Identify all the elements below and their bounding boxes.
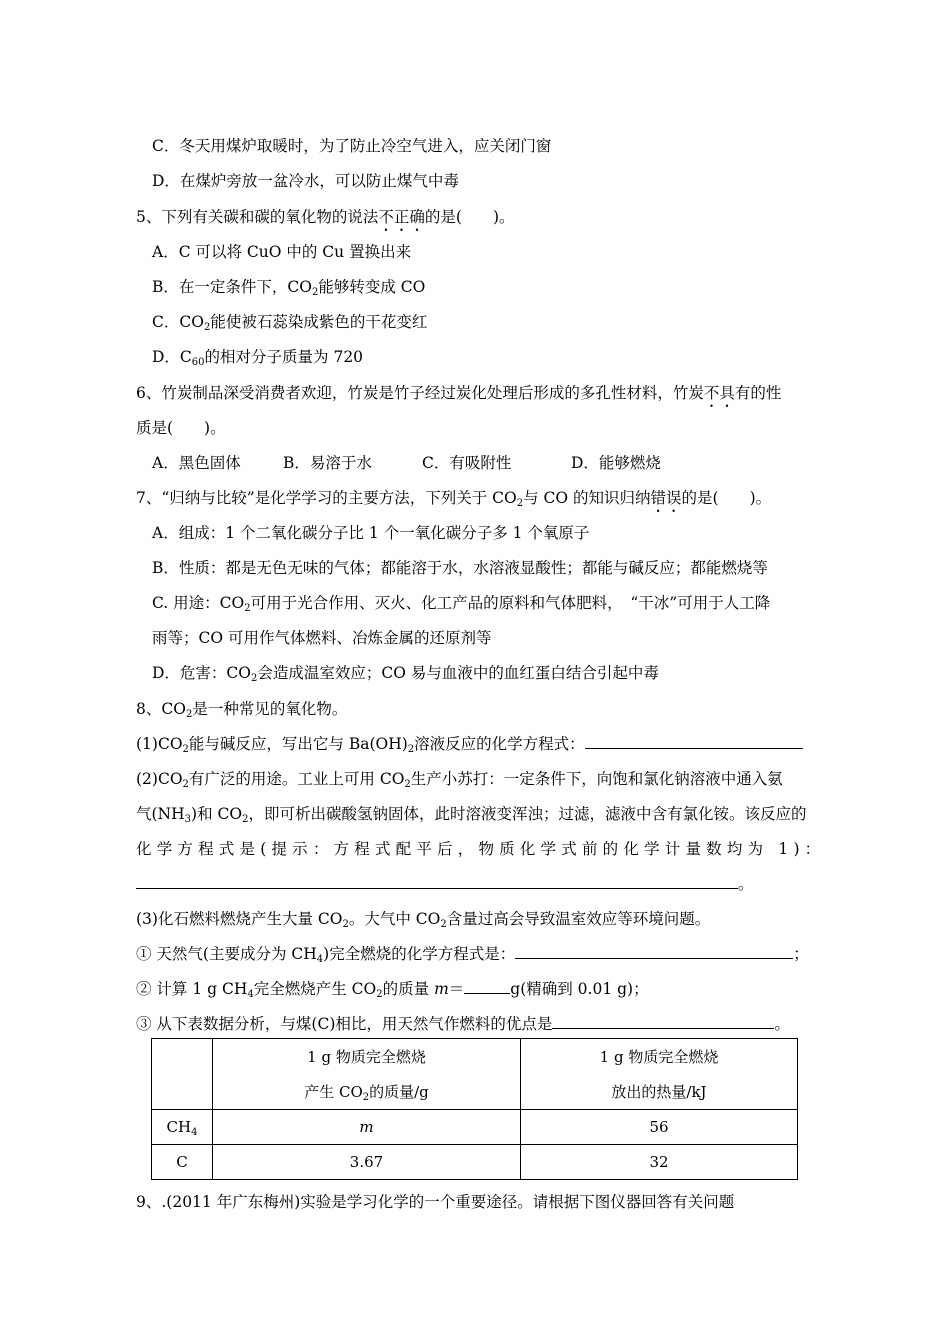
q8-part2-line3: 化学方程式是(提示：方程式配平后，物质化学式前的化学计量数均为 1)： — [136, 840, 826, 858]
q8-part2-answer-blank[interactable] — [136, 874, 738, 889]
table-header-co2-mass: 1 g 物质完全燃烧 产生 $CO_2$的质量/g — [213, 1039, 521, 1110]
table-cell-substance: C — [152, 1145, 213, 1180]
q8-part1: $(1)CO_2$能与碱反应，写出它与 $Ba(OH)_2$溶液反应的化学方程式： — [136, 734, 803, 754]
q4-option-d: D．在煤炉旁放一盆冷水，可以防止煤气中毒 — [152, 172, 459, 190]
q8-part3-item2: ② 计算 1 g $CH_4$完全燃烧产生 $CO_2$的质量 m＝ g(精确到 0.01 g)； — [136, 980, 649, 1000]
q8-part3-item1: ① 天然气(主要成分为 $CH_4$)完全燃烧的化学方程式是： ； — [136, 945, 809, 965]
table-row — [152, 1110, 798, 1145]
q9-stem: 9、.(2011 年广东梅州)实验是学习化学的一个重要途径。请根据下图仪器回答有关问题 — [136, 1193, 735, 1211]
q8-part1-answer-blank[interactable] — [585, 734, 803, 749]
q7-option-b: B．性质：都是无色无味的气体；都能溶于水，水溶液显酸性；都能与碱反应；都能燃烧等 — [152, 559, 768, 577]
q8-part2-line1: $(2)CO_2$有广泛的用途。工业上可用 $CO_2$生产小苏打：一定条件下，向饱和氯化钠溶液中通入氨 — [136, 770, 783, 790]
combustion-data-table — [151, 1038, 798, 1180]
table-cell-heat: 32 — [521, 1145, 798, 1180]
q6-option-d: D．能够燃烧 — [571, 454, 661, 472]
table-cell-co2-mass: 3.67 — [213, 1145, 521, 1180]
q8-stem: 8、$CO_2$是一种常见的氧化物。 — [136, 700, 348, 720]
table-header-empty — [152, 1039, 213, 1110]
q7-option-c-line1: C. 用途：$CO_2$可用于光合作用、灭火、化工产品的原料和气体肥料， “干冰”可用于人工降 — [152, 594, 771, 614]
q7-option-a: A．组成：1 个二氧化碳分子比 1 个一氧化碳分子多 1 个氧原子 — [152, 524, 590, 542]
q8-part2-line2: 气$(NH_3)$和 $CO_2$，即可析出碳酸氢钠固体，此时溶液变浑浊；过滤，滤液中含有氯化铵。该反应的 — [136, 805, 807, 825]
q5-option-b: B．在一定条件下，$CO_2$能够转变成 CO — [152, 278, 426, 298]
q5-option-d: D．$C_{60}$的相对分子质量为 720 — [152, 348, 364, 368]
q6-option-a: A．黑色固体 — [152, 454, 241, 472]
q6-stem-line1: 6、竹炭制品深受消费者欢迎，竹炭是竹子经过炭化处理后形成的多孔性材料，竹炭不具有的性 — [136, 384, 782, 402]
q7-option-d: D．危害：$CO_2$会造成温室效应；CO 易与血液中的血红蛋白结合引起中毒 — [152, 664, 659, 684]
q5-option-c: C．$CO_2$能使被石蕊染成紫色的干花变红 — [152, 313, 428, 333]
q7-option-c-line2: 雨等；CO 可用作气体燃料、冶炼金属的还原剂等 — [152, 629, 492, 647]
q4-option-c: C．冬天用煤炉取暖时，为了防止冷空气进入，应关闭门窗 — [152, 137, 552, 155]
q6-stem-line2: 质是( )。 — [136, 419, 226, 437]
q8-part2-line4: 。 — [136, 874, 754, 894]
table-row — [152, 1145, 798, 1180]
table-header-heat: 1 g 物质完全燃烧 放出的热量/kJ — [521, 1039, 798, 1110]
q8-item2-answer-blank[interactable] — [464, 979, 510, 994]
table-cell-heat: 56 — [521, 1110, 798, 1145]
table-header-row — [152, 1039, 798, 1110]
q6-option-b: B．易溶于水 — [283, 454, 372, 472]
q5-option-a: A．C 可以将 CuO 中的 Cu 置换出来 — [152, 243, 412, 261]
q8-part3-item3: ③ 从下表数据分析，与煤(C)相比，用天然气作燃料的优点是 。 — [136, 1015, 790, 1033]
table-cell-co2-mass: m — [213, 1110, 521, 1145]
q8-part3: (3)化石燃料燃烧产生大量 $CO_2$。大气中 $CO_2$含量过高会导致温室效应等环境问题。 — [136, 910, 711, 930]
q7-stem: 7、“归纳与比较”是化学学习的主要方法，下列关于 $CO_2$与 CO 的知识归纳错误的是( )。 — [136, 489, 772, 509]
q8-item3-answer-blank[interactable] — [552, 1014, 774, 1029]
q5-stem: 5、下列有关碳和碳的氧化物的说法不正确的是( )。 — [136, 208, 515, 226]
table-cell-substance: $CH_4$ — [152, 1110, 213, 1145]
q8-item1-answer-blank[interactable] — [515, 944, 793, 959]
q6-option-c: C．有吸附性 — [422, 454, 512, 472]
